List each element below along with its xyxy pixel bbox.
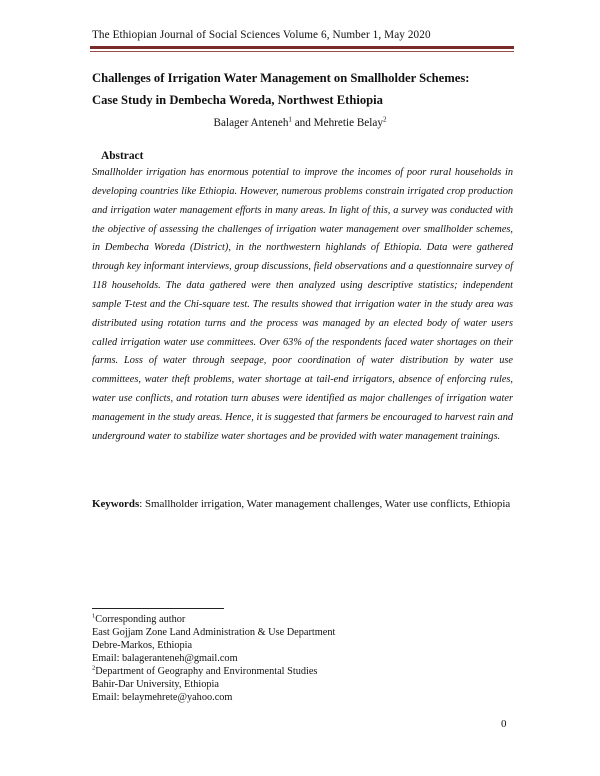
author-1-mark: 1 <box>288 115 292 124</box>
article-title <box>92 67 512 111</box>
footnote-2-line-1 <box>92 665 335 678</box>
footnote-1-mark: 1 <box>92 612 96 620</box>
abstract-heading: Abstract <box>101 150 144 162</box>
header-rule-thin <box>90 51 514 52</box>
keywords-text: : Smallholder irrigation, Water management challenges, Water use conflicts, Ethiopia <box>139 498 511 510</box>
page-number: 0 <box>501 718 507 730</box>
footnote-2-mark: 2 <box>92 664 96 672</box>
footnote-separator <box>92 608 224 609</box>
running-head: The Ethiopian Journal of Social Sciences Volume 6, Number 1, May 2020 <box>92 29 431 41</box>
footnote-1-line-2: East Gojjam Zone Land Administration & Use Department <box>92 627 336 638</box>
footnote-1-line-3: Debre-Markos, Ethiopia <box>92 640 193 651</box>
keywords-paragraph <box>92 495 513 514</box>
abstract-text: Smallholder irrigation has enormous potential to improve the incomes of poor rural households in developing countries like Ethiopia. However, numerous problems constrain irrigated crop production and irrigation water management efforts in many areas. In light of this, a survey was conducted with the objective of assessing the challenges of irrigation water management over smallholder schemes, in Dembecha Woreda (District), in the northwestern highlands of Ethiopia. Data were gathered through key informant interviews, group discussions, field observations and a questionnaire survey of 118 households. The data gathered were then analyzed using descriptive statistics; independent sample T-test and the Chi-square test. The results showed that irrigation water in the study area was distributed using rotation turns and the process was managed by an elected body of water users called irrigation water use committees. Over 63% of the respondents faced water shortages on their farms. Loss of water through seepage, poor coordination of water distribution by water use committees, water theft problems, water shortage at tail-end irrigators, absence of enforcing rules, water use conflicts, and rotation turn abuses were identified as major challenges of irrigation water management in the study areas. Hence, it is suggested that farmers be encouraged to harvest rain and underground water to stabilize water shortages and be provided with water management trainings. <box>92 167 513 442</box>
keywords-label: Keywords <box>92 498 140 510</box>
title-line-1: Challenges of Irrigation Water Management on Smallholder Schemes: <box>92 71 470 85</box>
author-1: Balager Anteneh <box>213 117 289 129</box>
footnote-1-line-1 <box>92 613 335 626</box>
title-line-2: Case Study in Dembecha Woreda, Northwest Ethiopia <box>92 93 383 107</box>
author-conjunction: and <box>291 117 314 129</box>
footnote-2-email: Email: belaymehrete@yahoo.com <box>92 692 233 703</box>
author-2: Mehretie Belay <box>313 117 383 129</box>
author-2-mark: 2 <box>382 115 387 124</box>
footnote-1-email: Email: balageranteneh@gmail.com <box>92 653 238 664</box>
footnotes <box>92 613 335 704</box>
footnote-2-line-2: Bahir-Dar University, Ethiopia <box>92 679 219 690</box>
header-rule-thick <box>90 46 514 49</box>
footnote-1-text: Corresponding author <box>95 614 186 625</box>
author-list <box>0 117 600 129</box>
footnote-2-text: Department of Geography and Environmental Studies <box>95 666 318 677</box>
